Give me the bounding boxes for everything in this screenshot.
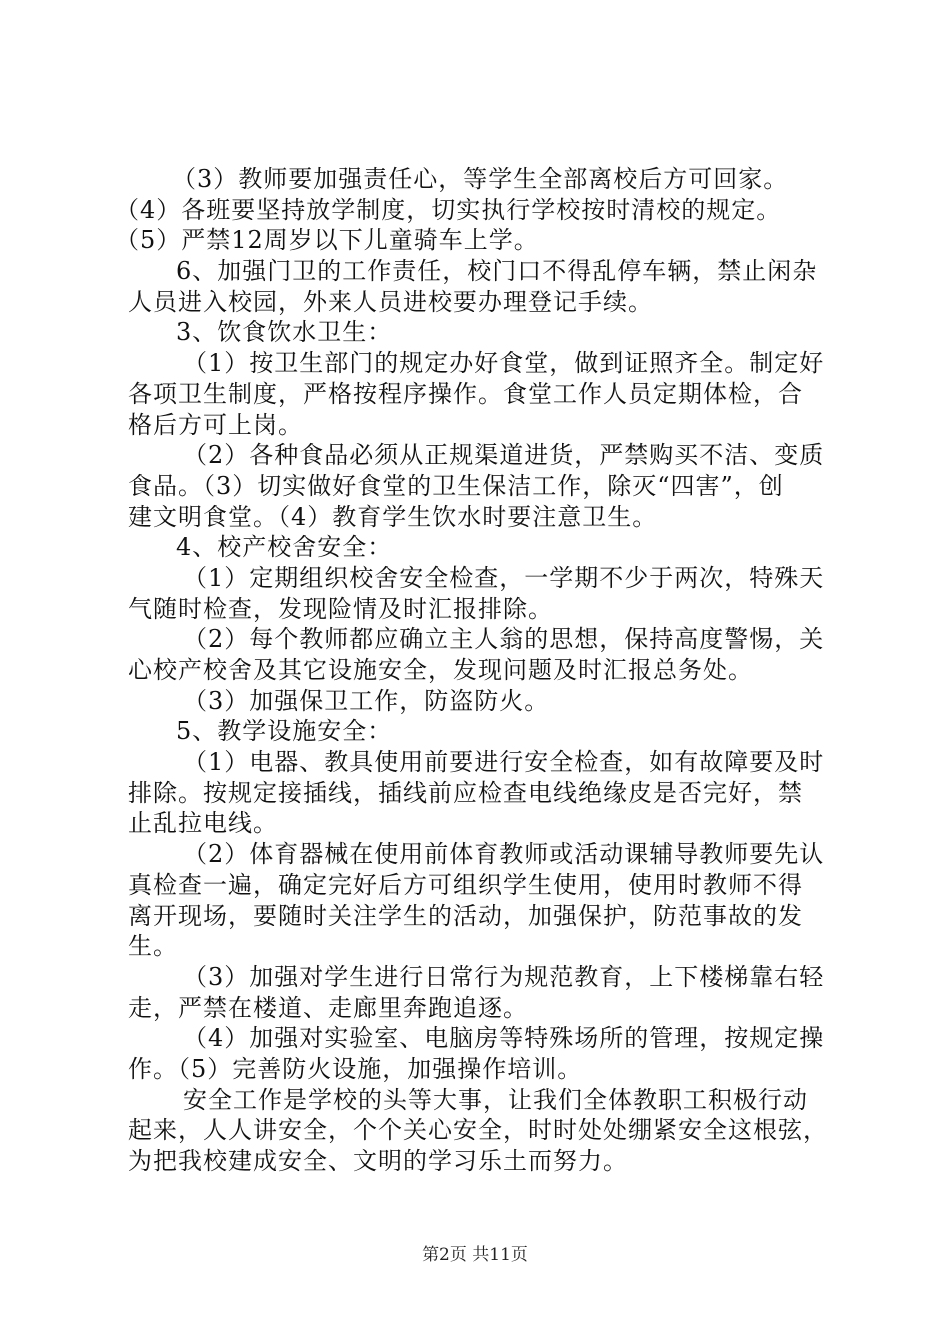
section-heading: 3、饮食饮水卫生： bbox=[176, 318, 393, 346]
text-line: 生。 bbox=[128, 932, 178, 960]
section-heading: 5、教学设施安全： bbox=[176, 717, 393, 745]
text-line: （4）各班要坚持放学制度，切实执行学校按时清校的规定。 bbox=[115, 196, 782, 224]
section-heading: 4、校产校舍安全： bbox=[176, 533, 393, 561]
text-line: 建文明食堂。（4）教育学生饮水时要注意卫生。 bbox=[128, 503, 658, 531]
text-line: 真检查一遍，确定完好后方可组织学生使用，使用时教师不得 bbox=[128, 871, 803, 899]
text-line: 离开现场，要随时关注学生的活动，加强保护，防范事故的发 bbox=[128, 902, 803, 930]
text-line: （3）加强对学生进行日常行为规范教育，上下楼梯靠右轻 bbox=[183, 963, 825, 991]
text-line: （4）加强对实验室、电脑房等特殊场所的管理，按规定操 bbox=[183, 1024, 825, 1052]
page-number-footer: 第2页 共11页 bbox=[422, 1245, 528, 1265]
text-line: 止乱拉电线。 bbox=[128, 809, 278, 837]
text-line: 安全工作是学校的头等大事，让我们全体教职工积极行动 bbox=[183, 1086, 808, 1114]
text-line: 心校产校舍及其它设施安全，发现问题及时汇报总务处。 bbox=[128, 656, 753, 684]
text-line: 格后方可上岗。 bbox=[128, 411, 303, 439]
text-line: （2）体育器械在使用前体育教师或活动课辅导教师要先认 bbox=[183, 840, 825, 868]
text-line: 起来，人人讲安全，个个关心安全，时时处处绷紧安全这根弦， bbox=[128, 1116, 828, 1144]
text-line: 为把我校建成安全、文明的学习乐土而努力。 bbox=[128, 1147, 628, 1175]
text-line: （3）教师要加强责任心，等学生全部离校后方可回家。 bbox=[172, 165, 789, 193]
text-line: （3）加强保卫工作，防盗防火。 bbox=[183, 687, 550, 715]
text-line: 作。（5）完善防火设施，加强操作培训。 bbox=[128, 1055, 583, 1083]
text-line: （1）电器、教具使用前要进行安全检查，如有故障要及时 bbox=[183, 748, 825, 776]
text-line: 走，严禁在楼道、走廊里奔跑追逐。 bbox=[128, 994, 528, 1022]
text-line: （1）按卫生部门的规定办好食堂，做到证照齐全。制定好 bbox=[183, 349, 825, 377]
text-line: 各项卫生制度，严格按程序操作。食堂工作人员定期体检，合 bbox=[128, 380, 803, 408]
text-line: 食品。（3）切实做好食堂的卫生保洁工作，除灭“四害”，创 bbox=[128, 472, 784, 500]
text-line: 人员进入校园，外来人员进校要办理登记手续。 bbox=[128, 288, 653, 316]
text-line: 6、加强门卫的工作责任，校门口不得乱停车辆，禁止闲杂 bbox=[176, 257, 818, 285]
text-line: （2）各种食品必须从正规渠道进货，严禁购买不洁、变质 bbox=[183, 441, 825, 469]
text-line: 气随时检查，发现险情及时汇报排除。 bbox=[128, 595, 553, 623]
text-line: （5）严禁12周岁以下儿童骑车上学。 bbox=[115, 226, 539, 254]
text-line: （1）定期组织校舍安全检查，一学期不少于两次，特殊天 bbox=[183, 564, 825, 592]
text-line: 排除。按规定接插线，插线前应检查电线绝缘皮是否完好，禁 bbox=[128, 779, 803, 807]
text-line: （2）每个教师都应确立主人翁的思想，保持高度警惕，关 bbox=[183, 625, 825, 653]
